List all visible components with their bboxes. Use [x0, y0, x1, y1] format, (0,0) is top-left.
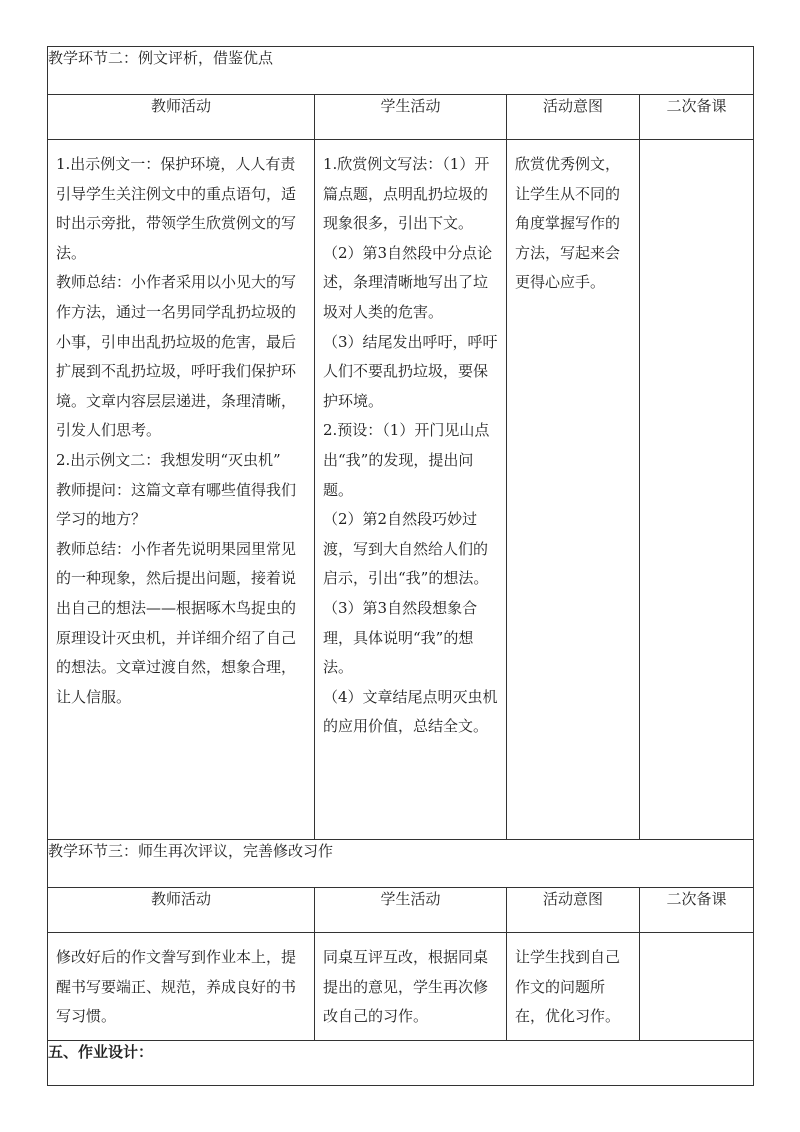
student-line: 2.预设：（1）开门见山点出“我”的发现，提出问题。 — [323, 421, 490, 499]
section3-student-text: 同桌互评互改，根据同桌提出的意见，学生再次修改自己的习作。 — [323, 948, 489, 1026]
section3-teacher-cell — [48, 933, 315, 1041]
student-line: （2）第2自然段巧妙过渡，写到大自然给人们的启示，引出“我”的想法。 — [323, 510, 489, 588]
section2-second-prep-cell — [640, 140, 754, 840]
header-student-activity: 学生活动 — [315, 95, 507, 140]
section2-title-row — [48, 47, 754, 95]
section2-teacher-cell — [48, 140, 315, 840]
student-line: 1.欣赏例文写法：（1）开篇点题，点明乱扔垃圾的现象很多，引出下文。 — [323, 155, 490, 233]
student-line: （2）第3自然段中分点论述，条理清晰地写出了垃圾对人类的危害。 — [323, 243, 493, 321]
homework-row — [48, 1040, 754, 1085]
teacher-line: 1.出示例文一：保护环境，人人有责 — [56, 155, 296, 173]
student-line: （4）文章结尾点明灭虫机的应用价值，总结全文。 — [323, 687, 498, 736]
section3-student-cell — [315, 933, 507, 1041]
section3-header-row — [48, 888, 754, 933]
section2-content-row — [48, 140, 754, 840]
section3-content-row — [48, 933, 754, 1041]
section3-title: 教学环节三：师生再次评议，完善修改习作 — [48, 840, 754, 888]
section2-header-row — [48, 95, 754, 140]
header-second-prep: 二次备课 — [640, 95, 754, 140]
section3-teacher-text: 修改好后的作文誊写到作业本上，提醒书写要端正、规范，养成良好的书写习惯。 — [56, 948, 297, 1026]
section2-title: 教学环节二：例文评析，借鉴优点 — [48, 47, 754, 95]
teacher-line: 教师总结：小作者采用以小见大的写作方法，通过一名男同学乱扔垃圾的小事，引申出乱扔垃圾的危害，最后扩展到不乱扔垃圾，呼吁我们保护环境。文章内容层层递进，条理清晰，引发人们思考。 — [56, 273, 297, 440]
section2-intent-text: 欣赏优秀例文，让学生从不同的角度掌握写作的方法，写起来会更得心应手。 — [515, 155, 621, 292]
header-teacher-activity: 教师活动 — [48, 95, 315, 140]
student-line: （3）第3自然段想象合理，具体说明“我”的想法。 — [323, 598, 478, 677]
section3-intent-cell — [507, 933, 640, 1041]
section3-second-prep-cell — [640, 933, 754, 1041]
section3-title-row — [48, 840, 754, 888]
teacher-line: 2.出示例文二：我想发明“灭虫机” — [56, 450, 281, 469]
section2-intent-cell — [507, 140, 640, 840]
header-second-prep: 二次备课 — [640, 888, 754, 933]
teacher-line: 教师总结：小作者先说明果园里常见的一种现象，然后提出问题，接着说出自己的想法——根据啄木鸟捉虫的原理设计灭虫机，并详细介绍了自己的想法。文章过渡自然，想象合理，让人信服。 — [56, 539, 297, 706]
header-activity-intent: 活动意图 — [507, 95, 640, 140]
header-teacher-activity: 教师活动 — [48, 888, 315, 933]
header-student-activity: 学生活动 — [315, 888, 507, 933]
teacher-line: 引导学生关注例文中的重点语句，适时出示旁批，带领学生欣赏例文的写法。 — [56, 184, 297, 262]
lesson-plan-table — [47, 46, 754, 1086]
header-activity-intent: 活动意图 — [507, 888, 640, 933]
student-line: （3）结尾发出呼吁，呼吁人们不要乱扔垃圾，要保护环境。 — [323, 332, 498, 410]
section2-student-cell — [315, 140, 507, 840]
homework-title: 五、作业设计： — [48, 1040, 754, 1085]
teacher-line: 教师提问：这篇文章有哪些值得我们学习的地方？ — [56, 480, 297, 529]
section3-intent-text: 让学生找到自己作文的问题所在，优化习作。 — [515, 948, 621, 1026]
